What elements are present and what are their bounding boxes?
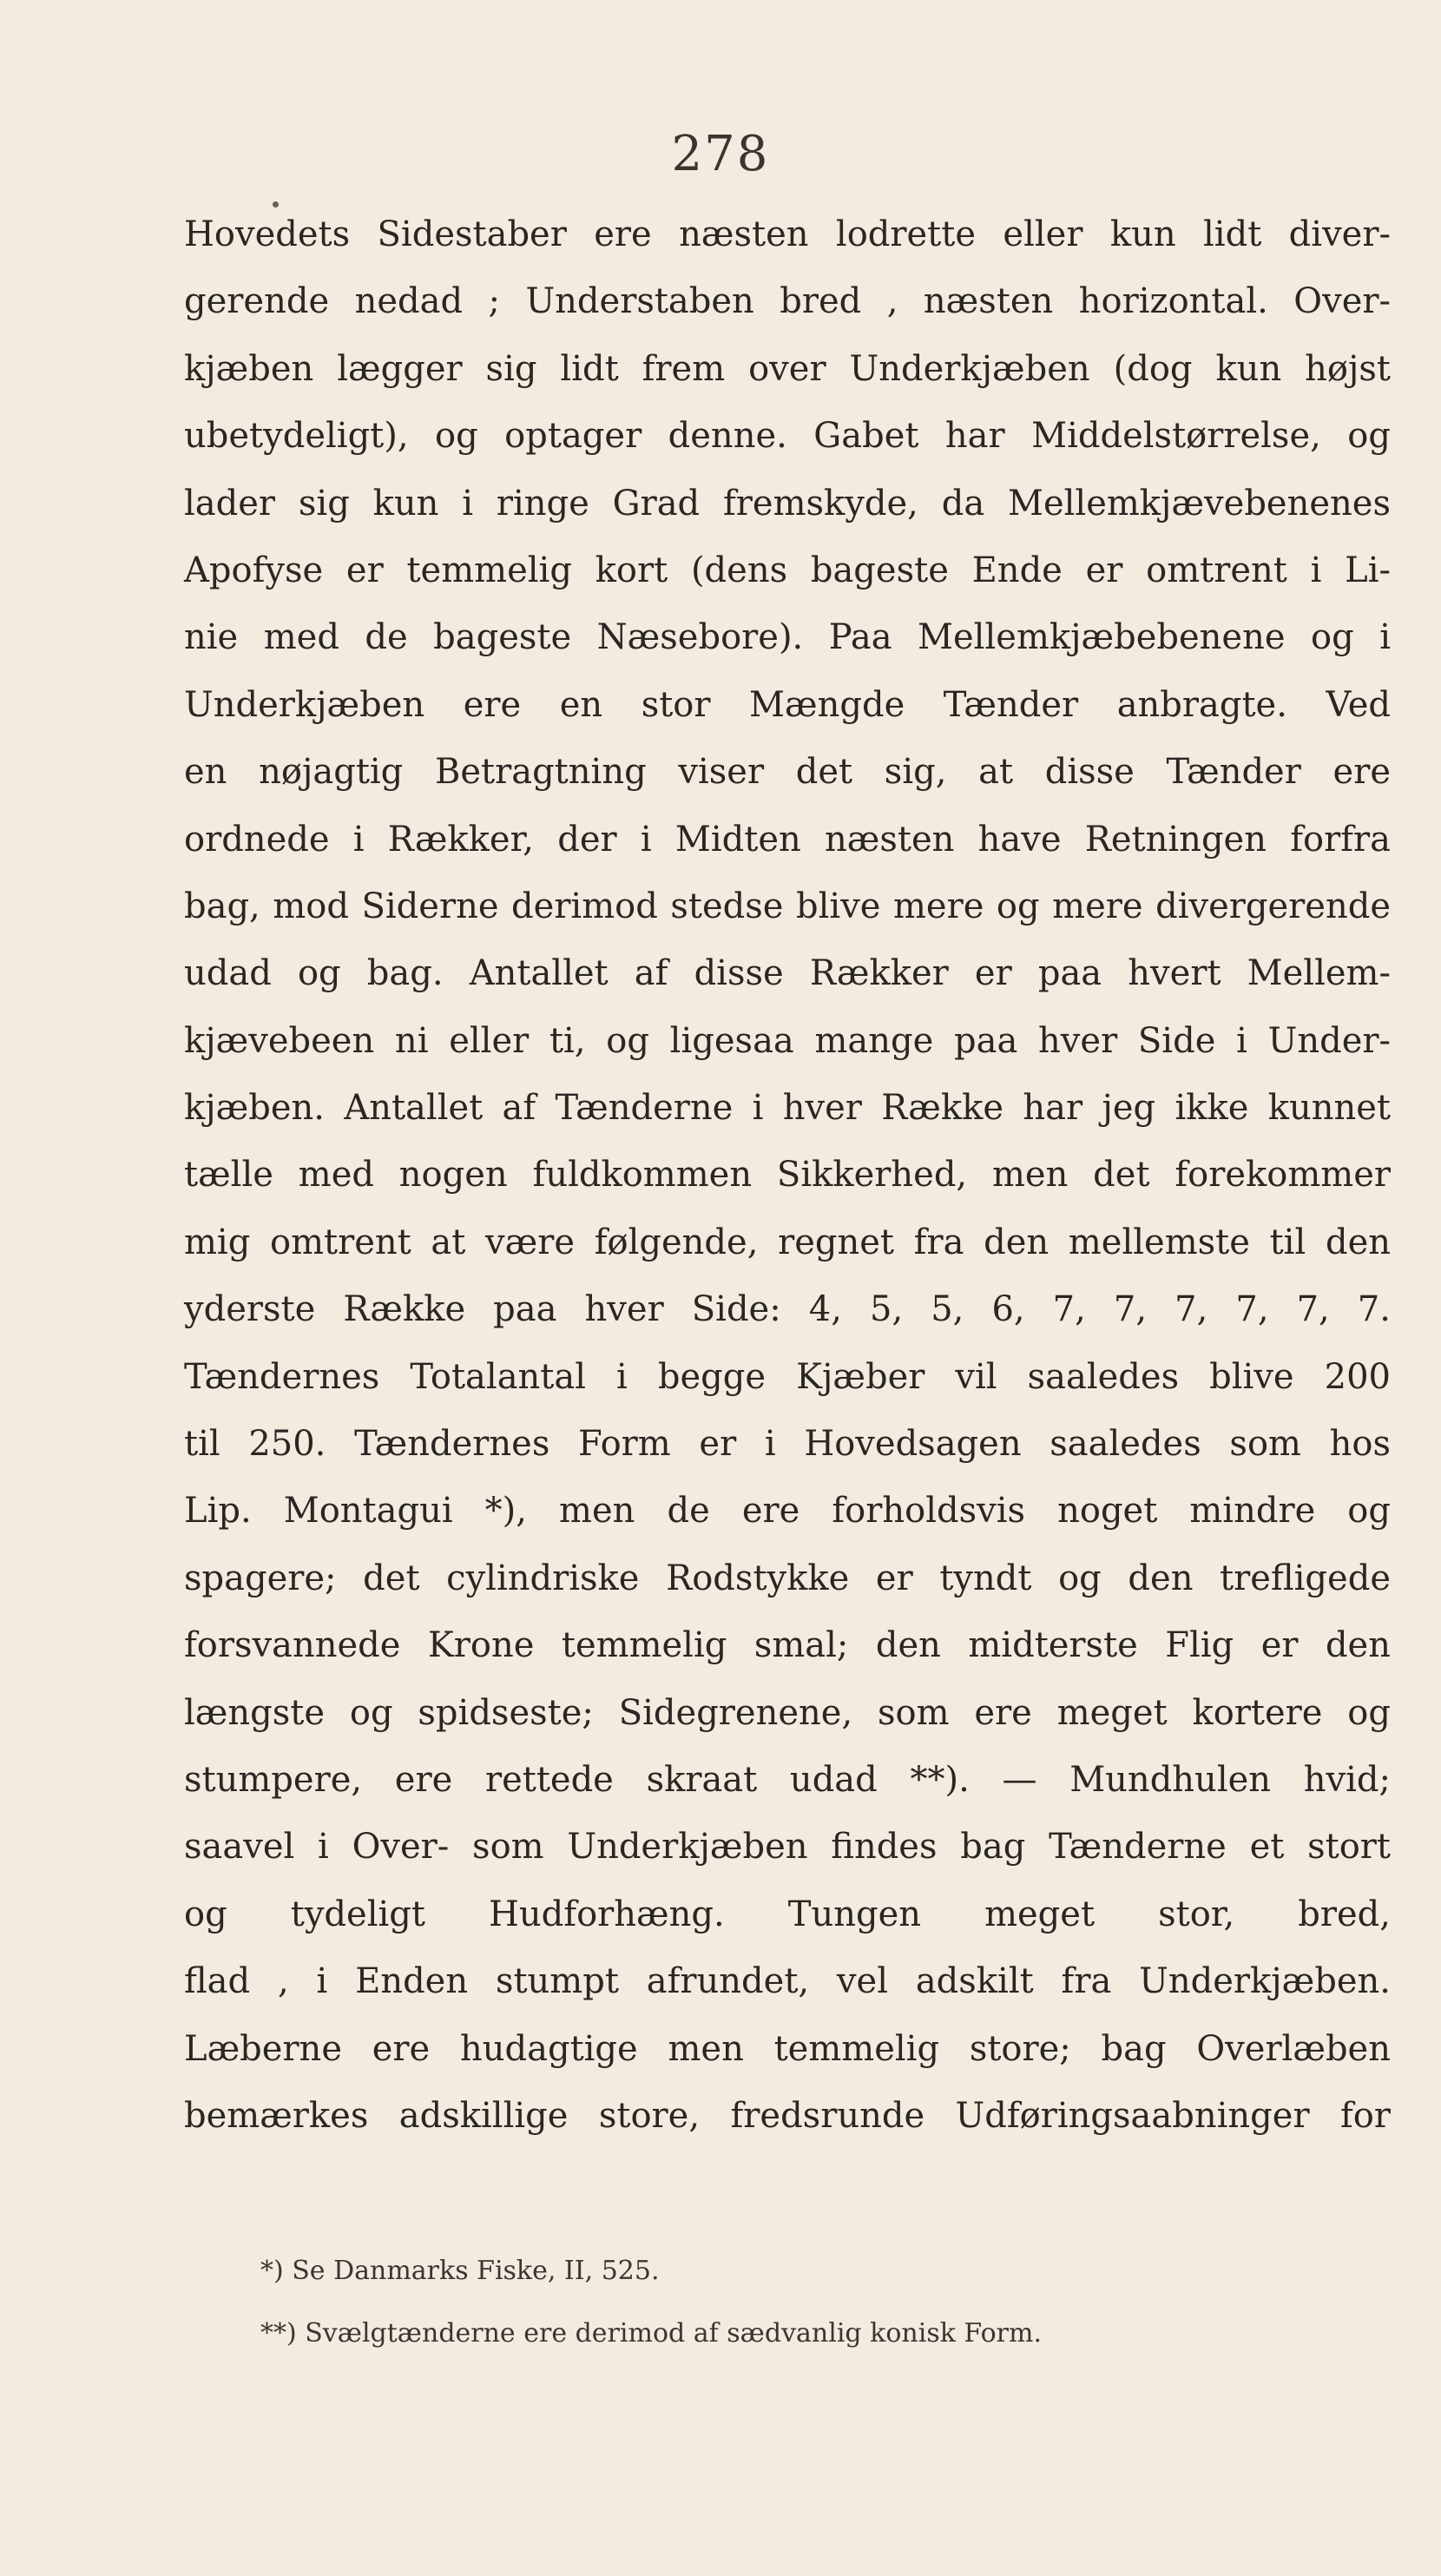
- text-line: spagere; det cylindriske Rodstykke er tyndt og den trefligede: [184, 1558, 1391, 1598]
- text-line: ordnede i Rækker, der i Midten næsten have Retningen forfra: [184, 819, 1391, 860]
- text-line: en nøjagtig Betragtning viser det sig, at disse Tænder ere: [184, 752, 1391, 793]
- text-line: til 250. Tændernes Form er i Hovedsagen saaledes som hos: [184, 1424, 1391, 1465]
- text-line: og tydeligt Hudforhæng. Tungen meget stor, bred,: [184, 1894, 1391, 1934]
- text-line: Underkjæben ere en stor Mængde Tænder anbragte. Ved: [184, 684, 1391, 725]
- text-line: udad og bag. Antallet af disse Rækker er paa hvert Mellem-: [184, 953, 1391, 994]
- text-line: saavel i Over- som Underkjæben findes bag Tænderne et stort: [184, 1827, 1391, 1868]
- footnote: **) Svælgtænderne ere derimod af sædvanlig konisk Form.: [260, 2318, 1042, 2349]
- text-line: mig omtrent at være følgende, regnet fra den mellemste til den: [184, 1222, 1391, 1262]
- footnote: *) Se Danmarks Fiske, II, 525.: [260, 2256, 660, 2286]
- text-line: Tændernes Totalantal i begge Kjæber vil saaledes blive 200: [184, 1356, 1391, 1397]
- body-text: [184, 201, 1391, 2150]
- text-line: Læberne ere hudagtige men temmelig store; bag Overlæben: [184, 2028, 1391, 2069]
- page-number: 278: [671, 126, 770, 182]
- text-line: gerende nedad ; Understaben bred , næsten horizontal. Over-: [184, 281, 1391, 322]
- text-line: kjævebeen ni eller ti, og ligesaa mange paa hver Side i Under-: [184, 1020, 1391, 1061]
- text-line: tælle med nogen fuldkommen Sikkerhed, men det forekommer: [184, 1155, 1391, 1196]
- text-line: stumpere, ere rettede skraat udad **). — Mundhulen hvid;: [184, 1759, 1391, 1800]
- text-line: længste og spidseste; Sidegrenene, som ere meget kortere og: [184, 1692, 1391, 1733]
- text-line: kjæben lægger sig lidt frem over Underkjæben (dog kun højst: [184, 348, 1391, 389]
- text-line: flad , i Enden stumpt afrundet, vel adskilt fra Underkjæben.: [184, 1961, 1391, 2002]
- footnotes: [260, 2240, 1380, 2365]
- text-line: forsvannede Krone temmelig smal; den midterste Flig er den: [184, 1625, 1391, 1666]
- text-line: lader sig kun i ringe Grad fremskyde, da Mellemkjævebenenes: [184, 483, 1391, 524]
- text-line: yderste Række paa hver Side: 4, 5, 5, 6, 7, 7, 7, 7, 7, 7.: [184, 1289, 1391, 1330]
- text-line: Hovedets Sidestaber ere næsten lodrette eller kun lidt diver-: [184, 214, 1391, 254]
- text-line: nie med de bageste Næsebore). Paa Mellemkjæbebenene og i: [184, 617, 1391, 658]
- text-line: Apofyse er temmelig kort (dens bageste Ende er omtrent i Li-: [184, 550, 1391, 590]
- text-line: ubetydeligt), og optager denne. Gabet har Middelstørrelse, og: [184, 416, 1391, 457]
- text-line: bag, mod Siderne derimod stedse blive mere og mere divergerende: [184, 886, 1391, 926]
- text-line: bemærkes adskillige store, fredsrunde Udføringsaabninger for: [184, 2095, 1391, 2136]
- text-line: Lip. Montagui *), men de ere forholdsvis noget mindre og: [184, 1491, 1391, 1532]
- text-line: kjæben. Antallet af Tænderne i hver Række har jeg ikke kunnet: [184, 1088, 1391, 1129]
